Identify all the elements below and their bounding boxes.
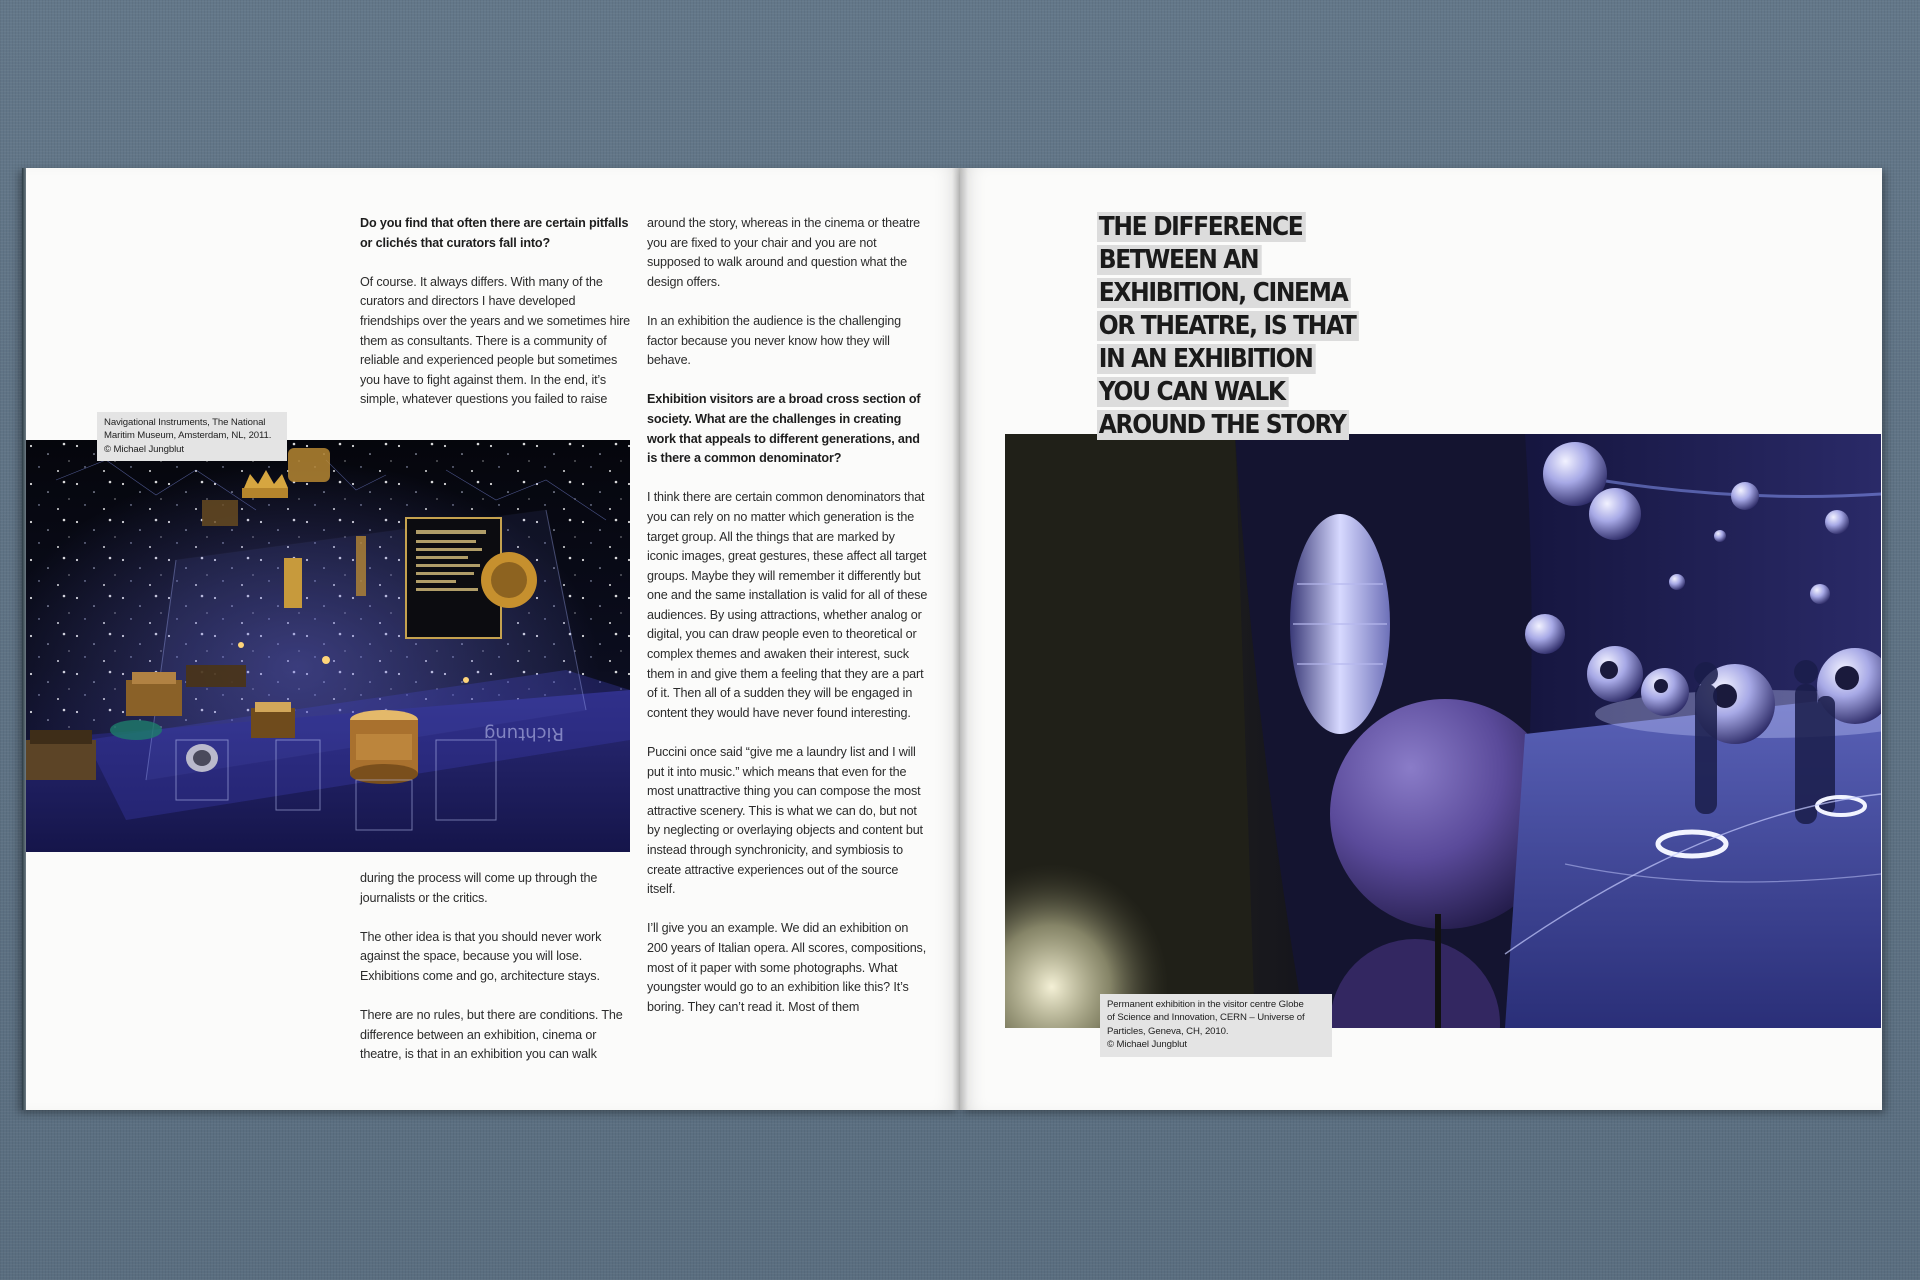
caption-credit: © Michael Jungblut xyxy=(104,443,184,455)
interview-answer: during the process will come up through the journalists or the critics. xyxy=(360,871,598,905)
reflected-sign-text: Richtung xyxy=(483,723,564,744)
text-column-c xyxy=(647,214,929,1017)
photo-caption-right xyxy=(1100,994,1332,1057)
pull-quote-text: EXHIBITION, CINEMA xyxy=(1097,278,1351,308)
pull-quote-text: IN AN EXHIBITION xyxy=(1097,344,1316,374)
photo-caption-left xyxy=(97,412,287,461)
pull-quote-line xyxy=(1097,245,1397,278)
interview-answer: I think there are certain common denominators that you can rely on no matter which generation is the target group. All the things that are marked by iconic images, great gestures, these affect all target groups. Maybe they will remember it differently but one and the same installation is valid for all of these audiences. By using attractions, whether analog or digital, you can draw people even to theoretical or complex themes and awaken their interest, suck them in and give them a feeling that they are a part of it. Then all of a sudden they will be engaged in content they would have never found interesting. xyxy=(647,490,928,720)
pull-quote-text: YOU CAN WALK xyxy=(1097,377,1288,407)
pull-quote-line xyxy=(1097,410,1397,443)
pull-quote-text: AROUND THE STORY xyxy=(1097,410,1349,440)
caption-credit: © Michael Jungblut xyxy=(1107,1039,1187,1051)
interview-answer: There are no rules, but there are conditions. The difference between an exhibition, cinema or theatre, is that in an exhibition you can walk xyxy=(360,1008,623,1062)
interview-answer: around the story, whereas in the cinema or theatre you are fixed to your chair and you are not supposed to walk around and question what the design offers. xyxy=(647,216,920,289)
cern-universe-of-particles-photo xyxy=(1005,434,1881,1028)
caption-line: of Science and Innovation, CERN – Universe of xyxy=(1107,1012,1305,1024)
interview-answer: In an exhibition the audience is the challenging factor because you never know how they will behave. xyxy=(647,313,901,368)
pull-quote-line xyxy=(1097,311,1397,344)
pull-quote-line xyxy=(1097,212,1397,245)
pull-quote-line xyxy=(1097,344,1397,377)
interview-question: Exhibition visitors are a broad cross section of society. What are the challenges in creating work that appeals to different generations, and is there a common denominator? xyxy=(647,392,921,466)
pull-quote-line xyxy=(1097,278,1397,311)
caption-line: Navigational Instruments, The National xyxy=(104,417,266,428)
caption-line: Particles, Geneva, CH, 2010. xyxy=(1107,1025,1229,1037)
interview-question: Do you find that often there are certain pitfalls or clichés that curators fall into? xyxy=(360,216,629,250)
caption-line: Permanent exhibition in the visitor centre Globe xyxy=(1107,999,1304,1010)
left-page xyxy=(22,168,960,1110)
pull-quote-text: BETWEEN AN xyxy=(1097,245,1262,275)
interview-answer: The other idea is that you should never work against the space, because you will lose. Exhibitions come and go, architecture stays. xyxy=(360,929,602,983)
interview-answer: Puccini once said “give me a laundry list and I will put it into music.” which means that even for the most unattractive thing you can compose the most attractive scenery. This is what we can do, but not by neglecting or overlaying objects and content but instead through synchronicity, and symbiosis to create attractive experiences out of the source itself. xyxy=(647,745,923,897)
interview-answer: I’ll give you an example. We did an exhibition on 200 years of Italian opera. All scores, compositions, most of it paper with some photographs. What youngster would go to an exhibition like this? It’s boring. They can’t read it. Most of them xyxy=(647,921,927,1014)
navigational-instruments-photo xyxy=(26,440,630,852)
pull-quote xyxy=(1097,212,1397,443)
text-column-b xyxy=(360,869,632,1065)
right-page xyxy=(960,168,1882,1110)
pull-quote-text: OR THEATRE, IS THAT xyxy=(1097,311,1359,341)
pull-quote-line xyxy=(1097,377,1397,410)
caption-line: Maritim Museum, Amsterdam, NL, 2011. xyxy=(104,430,272,442)
pull-quote-text: THE DIFFERENCE xyxy=(1097,212,1306,242)
interview-answer: Of course. It always differs. With many of the curators and directors I have developed friendships over the years and we sometimes hire them as consultants. There is a community of reliable and experienced people but sometimes you have to fight against them. In the end, it’s simple, whatever questions you failed to raise xyxy=(360,274,630,407)
text-column-a xyxy=(360,214,632,410)
